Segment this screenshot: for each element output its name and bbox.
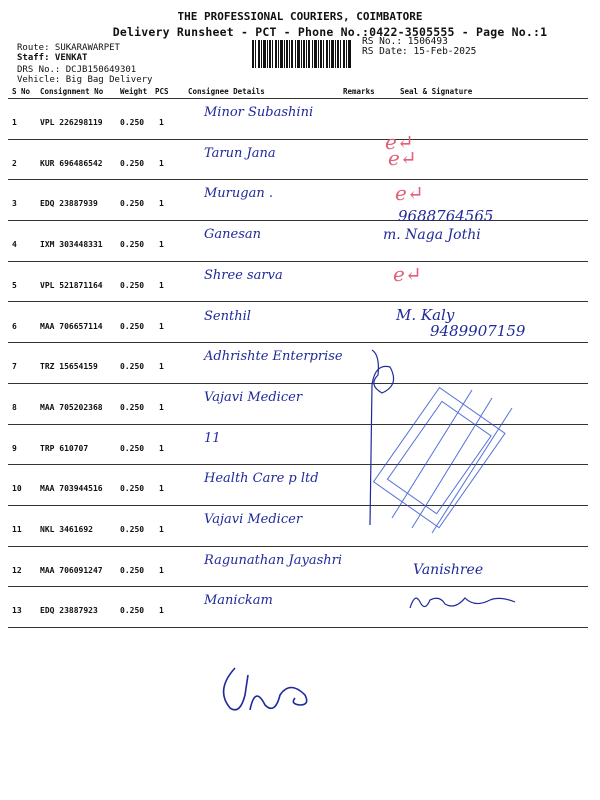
signature-row-13: [405, 590, 525, 615]
cell-consignment: EDQ 23887923: [40, 606, 98, 616]
row-rule: [8, 627, 588, 628]
handwritten-phone-2: 9489907159: [430, 322, 526, 340]
cell-weight: 0.250: [120, 199, 145, 209]
cell-weight: 0.250: [120, 606, 145, 616]
cell-consignment: VPL 521871164: [40, 280, 103, 290]
signature-row-5: e↵: [393, 262, 422, 286]
cell-weight: 0.250: [120, 525, 145, 534]
vehicle-label: Vehicle: Big Bag Delivery: [17, 75, 153, 85]
col-remarks: Remarks: [343, 87, 375, 96]
cell-consignment: TRP 610707: [40, 443, 89, 453]
cell-consignee: Vajavi Medicer: [204, 512, 303, 527]
col-consignee: Consignee Details: [188, 87, 265, 96]
table-header: [8, 86, 588, 98]
cell-weight: 0.250: [120, 484, 145, 494]
cell-pcs: 1: [159, 525, 164, 534]
barcode: [252, 40, 352, 68]
cell-sno: 9: [12, 443, 17, 453]
cell-consignee: Tarun Jana: [204, 145, 276, 161]
handwritten-sig-6: M. Kaly: [396, 306, 455, 324]
cell-consignment: MAA 706091247: [40, 565, 103, 575]
drs-number: DRS No.: DCJB150649301: [17, 65, 137, 75]
col-pcs: PCS: [155, 87, 169, 96]
route-label: Route: SUKARAWARPET: [17, 43, 120, 53]
cell-sno: 2: [12, 158, 17, 168]
cell-consignee: Adhrishte Enterprise: [204, 349, 343, 365]
staff-label: Staff: VENKAT: [17, 53, 88, 63]
col-seal: Seal & Signature: [400, 87, 473, 96]
cell-weight: 0.250: [120, 118, 145, 127]
cell-pcs: 1: [159, 280, 164, 290]
runsheet-title: THE PROFESSIONAL COURIERS, COIMBATORE: [177, 10, 423, 23]
cell-pcs: 1: [159, 240, 164, 250]
cell-sno: 4: [12, 240, 17, 250]
cell-consignee: Ragunathan Jayashri: [204, 552, 342, 568]
cell-weight: 0.250: [120, 362, 145, 372]
col-consignment: Consignment No: [40, 87, 104, 96]
cell-weight: 0.250: [120, 280, 145, 290]
table-row: [8, 99, 588, 139]
stamp-mark: [372, 378, 522, 538]
table-row: [8, 221, 588, 261]
cell-pcs: 1: [159, 443, 164, 453]
cell-consignee: Senthil: [204, 308, 251, 324]
cell-consignee: Health Care p ltd: [204, 471, 319, 487]
cell-consignment: MAA 703944516: [40, 484, 103, 494]
cell-sno: 3: [12, 199, 17, 209]
cell-consignee: Manickam: [204, 593, 273, 609]
cell-consignment: KUR 696486542: [40, 158, 103, 168]
company-stamp: [372, 378, 522, 538]
cell-consignment: EDQ 23887939: [40, 199, 98, 209]
signature-row-3: e↵: [395, 181, 424, 205]
cell-pcs: 1: [159, 321, 164, 331]
cell-weight: 0.250: [120, 443, 145, 453]
cell-pcs: 1: [159, 484, 164, 494]
cell-pcs: 1: [159, 199, 164, 209]
cell-consignment: TRZ 15654159: [40, 362, 98, 372]
cell-pcs: 1: [159, 118, 164, 127]
cell-consignee: Minor Subashini: [204, 105, 314, 120]
cell-weight: 0.250: [120, 240, 145, 250]
cell-consignee: Ganesan: [204, 227, 261, 243]
cell-weight: 0.250: [120, 158, 145, 168]
table-row: [8, 180, 588, 220]
signature-row-2: e↵: [388, 146, 417, 170]
cell-consignment: MAA 705202368: [40, 402, 103, 412]
cell-pcs: 1: [159, 565, 164, 575]
cell-weight: 0.250: [120, 321, 145, 331]
cell-sno: 8: [12, 402, 17, 412]
cell-sno: 13: [12, 606, 22, 616]
cell-consignee: Vajavi Medicer: [204, 389, 303, 405]
table-row: [8, 140, 588, 180]
cell-consignee: Shree sarva: [204, 267, 283, 283]
footer-signature: [210, 660, 340, 720]
runsheet-subtitle: Delivery Runsheet - PCT - Phone No.:0422-3505555 - Page No.:1: [112, 25, 548, 39]
cell-sno: 7: [12, 362, 17, 372]
handwritten-phone-1: 9688764565: [398, 207, 494, 225]
cell-consignment: NKL 3461692: [40, 525, 93, 534]
cell-pcs: 1: [159, 606, 164, 616]
cell-consignment: IXM 303448331: [40, 240, 103, 250]
cell-sno: 1: [12, 118, 17, 127]
table-row: [8, 547, 588, 587]
col-sno: S No: [12, 87, 31, 96]
col-weight: Weight: [120, 87, 148, 96]
signature-row-1: e↵: [385, 130, 414, 154]
cell-weight: 0.250: [120, 402, 145, 412]
cell-consignment: MAA 706657114: [40, 321, 103, 331]
rs-block: [362, 37, 476, 57]
cell-weight: 0.250: [120, 565, 145, 575]
cell-consignee: Murugan .: [204, 186, 273, 202]
cell-sno: 6: [12, 321, 17, 331]
cell-consignment: VPL 226298119: [40, 118, 103, 127]
cell-sno: 11: [12, 525, 22, 534]
cell-sno: 10: [12, 484, 22, 494]
cell-pcs: 1: [159, 362, 164, 372]
handwritten-name-1: m. Naga Jothi: [383, 227, 481, 243]
rs-date: RS Date: 15-Feb-2025: [362, 46, 477, 57]
cell-consignee: 11: [204, 430, 221, 446]
cell-sno: 12: [12, 565, 22, 575]
cell-sno: 5: [12, 280, 17, 290]
cell-pcs: 1: [159, 158, 164, 168]
cell-pcs: 1: [159, 402, 164, 412]
table-row: [8, 262, 588, 302]
handwritten-sig-12: Vanishree: [413, 562, 484, 578]
rs-number: RS No.: 1506493: [362, 36, 448, 47]
